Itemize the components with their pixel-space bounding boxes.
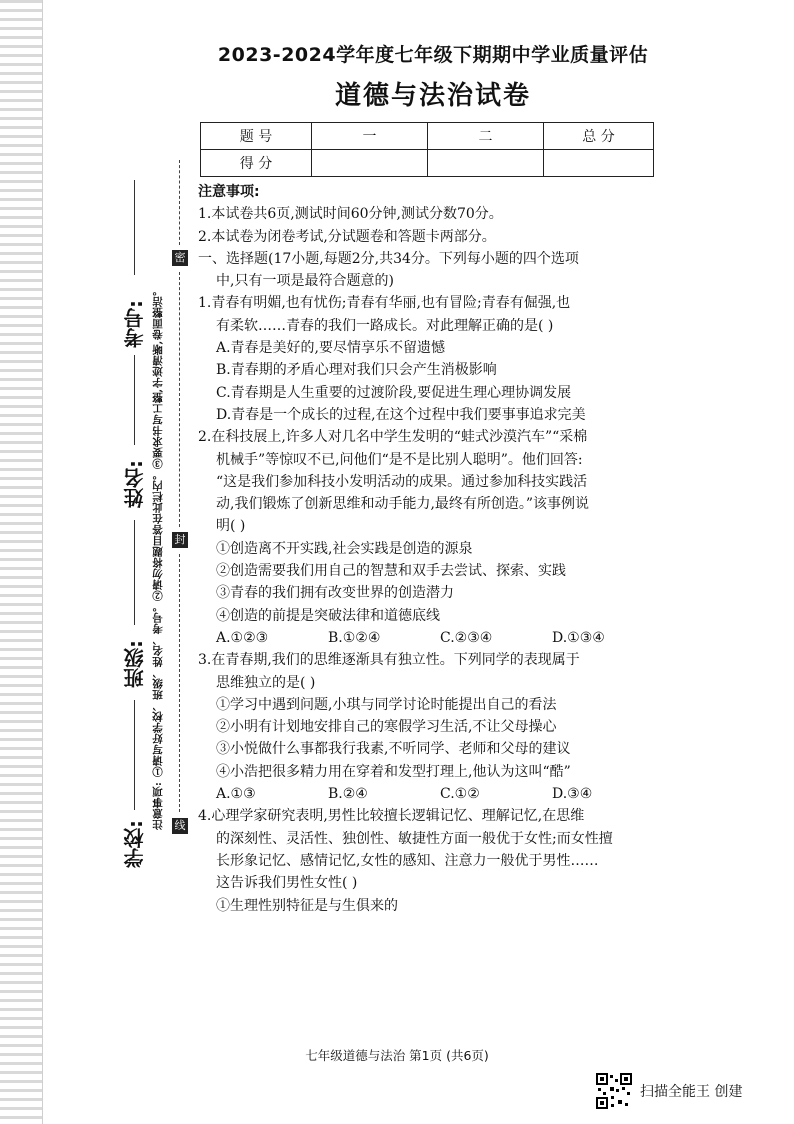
answer-options [198, 783, 668, 805]
statement: ③青春的我们拥有改变世界的创造潜力 [216, 585, 454, 602]
option-a: A.①③ [216, 786, 256, 803]
dash-segment [179, 272, 180, 527]
option-a: A.青春是美好的,要尽情享乐不留遗憾 [216, 340, 446, 357]
table-cell: 二 [428, 123, 544, 150]
name-line [134, 355, 135, 445]
class-label: 班级: [123, 640, 147, 688]
option-a: A.①②③ [216, 629, 269, 646]
score-table [200, 122, 654, 177]
id-line [134, 180, 135, 275]
question-stem: 4.心理学家研究表明,男性比较擅长逻辑记忆、理解记忆,在思维 [198, 808, 585, 825]
question-stem: 长形象记忆、感情记忆,女性的感知、注意力一般优于男性…… [216, 852, 599, 869]
school-line [134, 700, 135, 810]
perforated-strip [0, 0, 43, 1124]
exam-content [198, 40, 668, 917]
notes-heading: 注意事项: [198, 184, 260, 200]
option-c: C.青春期是人生重要的过渡阶段,要促进生理心理协调发展 [216, 384, 572, 401]
question-stem: 机械手”等惊叹不已,问他们“是不是比别人聪明”。他们回答: [216, 451, 583, 468]
question-stem: 这告诉我们男性女性( ) [216, 875, 358, 892]
option-c: C.②③④ [440, 629, 493, 646]
option-b: B.①②④ [328, 629, 381, 646]
cut-mark-mi: 密 [172, 250, 188, 266]
option-c: C.①② [440, 786, 480, 803]
statement: ②小明有计划地安排自己的寒假学习生活,不让父母操心 [216, 719, 557, 736]
note-line: 2.本试卷为闭卷考试,分试题卷和答题卡两部分。 [198, 228, 496, 245]
scanner-watermark [596, 1073, 742, 1109]
table-cell: 题 号 [201, 123, 312, 150]
question-stem: 的深刻性、灵活性、独创性、敏捷性方面一般优于女性;而女性擅 [216, 830, 613, 847]
id-label: 考号: [123, 300, 147, 348]
table-row [201, 123, 654, 150]
statement: ①学习中遇到问题,小琪与同学讨论时能提出自己的看法 [216, 696, 557, 713]
dash-segment [179, 160, 180, 245]
table-cell: 总 分 [544, 123, 654, 150]
section-heading: 中,只有一项是最符合题意的) [216, 273, 394, 290]
table-cell: 一 [312, 123, 428, 150]
question-body [198, 181, 668, 917]
score-cell[interactable] [428, 150, 544, 177]
qr-code-icon [596, 1073, 632, 1109]
statement: ②创造需要我们用自己的智慧和双手去尝试、探索、实践 [216, 563, 566, 580]
table-row [201, 150, 654, 177]
question-stem: 动,我们锻炼了创新思维和动手能力,最终有所创造。”该事例说 [216, 496, 590, 513]
question-stem: 明( ) [216, 518, 246, 535]
option-d: D.青春是一个成长的过程,在这个过程中我们要事事追求完美 [216, 406, 586, 423]
statement: ④小浩把很多精力用在穿着和发型打理上,他认为这叫“酷” [216, 763, 571, 780]
score-cell[interactable] [544, 150, 654, 177]
option-d: D.①③④ [552, 629, 605, 646]
name-label: 姓名: [123, 460, 147, 508]
score-cell[interactable] [312, 150, 428, 177]
binding-notice: 注意事项: ①请写好学校、班级、姓名、考号。②请勿将题目答在此栏内。③要求书写工整,字迹清晰,卷面整洁。 [152, 285, 164, 830]
question-stem: 思维独立的是( ) [216, 674, 316, 691]
class-line [134, 520, 135, 625]
option-d: D.③④ [552, 786, 593, 803]
page-footer: 七年级道德与法治 第1页 (共6页) [305, 1048, 489, 1063]
question-stem: “这是我们参加科技小发明活动的成果。通过参加科技实践活 [216, 473, 588, 490]
statement: ④创造的前提是突破法律和道德底线 [216, 607, 440, 624]
answer-options [198, 627, 668, 649]
note-line: 1.本试卷共6页,测试时间60分钟,测试分数70分。 [198, 206, 503, 223]
cut-mark-xian: 线 [172, 818, 188, 834]
section-heading: 一、选择题(17小题,每题2分,共34分。下列每小题的四个选项 [198, 250, 579, 267]
statement: ①生理性别特征是与生俱来的 [216, 897, 398, 914]
cut-mark-feng: 封 [172, 532, 188, 548]
question-stem: 3.在青春期,我们的思维逐渐具有独立性。下列同学的表现属于 [198, 652, 580, 669]
table-cell: 得 分 [201, 150, 312, 177]
dash-segment [179, 554, 180, 812]
exam-title: 2023-2024学年度七年级下期期中学业质量评估 [217, 44, 649, 66]
option-b: B.青春期的矛盾心理对我们只会产生消极影响 [216, 362, 497, 379]
school-label: 学校: [123, 820, 147, 868]
option-b: B.②④ [328, 786, 368, 803]
statement: ①创造离不开实践,社会实践是创造的源泉 [216, 540, 473, 557]
scanner-label: 扫描全能王 创建 [640, 1084, 743, 1100]
statement: ③小悦做什么事都我行我素,不听同学、老师和父母的建议 [216, 741, 571, 758]
question-stem: 2.在科技展上,许多人对几名中学生发明的“蛙式沙漠汽车”“采棉 [198, 429, 588, 446]
subject-title: 道德与法治试卷 [334, 81, 531, 111]
cut-line [170, 160, 190, 860]
question-stem: 有柔软……青春的我们一路成长。对此理解正确的是( ) [216, 317, 554, 334]
question-stem: 1.青春有明媚,也有忧伤;青春有华丽,也有冒险;青春有倔强,也 [198, 295, 571, 312]
